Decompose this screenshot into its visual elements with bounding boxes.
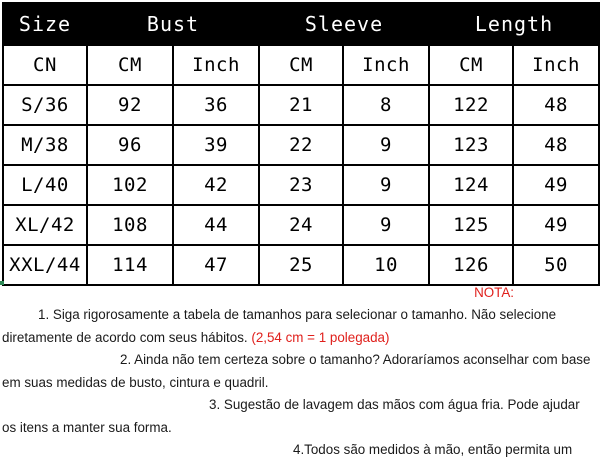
size-table	[2, 2, 600, 286]
table-cell: 92	[87, 85, 173, 125]
table-row	[3, 165, 599, 205]
table-cell: 124	[429, 165, 513, 205]
header-size: Size	[3, 3, 87, 45]
table-cell: 108	[87, 205, 173, 245]
table-subheader-row	[3, 45, 599, 85]
table-cell: 23	[259, 165, 343, 205]
table-cell: 48	[513, 125, 599, 165]
table-cell: 21	[259, 85, 343, 125]
note-3: 3. Sugestão de lavagem das mãos com água fria. Pode ajudar os itens a manter sua forma.	[2, 397, 580, 435]
notes-section	[2, 282, 592, 457]
header-length: Length	[429, 3, 599, 45]
note-4: 4.Todos são medidos à mão, então permita um	[293, 442, 573, 457]
table-row	[3, 245, 599, 285]
table-cell: 36	[173, 85, 259, 125]
header-sleeve: Sleeve	[259, 3, 429, 45]
table-cell: 9	[343, 125, 429, 165]
table-cell: XL/42	[3, 205, 87, 245]
table-cell: 25	[259, 245, 343, 285]
subheader-cell: CM	[87, 45, 173, 85]
table-cell: 22	[259, 125, 343, 165]
table-cell: 9	[343, 165, 429, 205]
table-cell: 24	[259, 205, 343, 245]
table-cell: 44	[173, 205, 259, 245]
table-cell: 50	[513, 245, 599, 285]
table-row	[3, 205, 599, 245]
table-cell: 9	[343, 205, 429, 245]
table-cell: 10	[343, 245, 429, 285]
table-cell: 48	[513, 85, 599, 125]
subheader-cell: Inch	[173, 45, 259, 85]
table-cell: L/40	[3, 165, 87, 205]
table-cell: 96	[87, 125, 173, 165]
table-cell: 126	[429, 245, 513, 285]
table-header-row	[3, 3, 599, 45]
notes-title: NOTA:	[474, 285, 514, 300]
table-cell: 39	[173, 125, 259, 165]
table-cell: 49	[513, 165, 599, 205]
table-cell: 122	[429, 85, 513, 125]
table-cell: XXL/44	[3, 245, 87, 285]
table-cell: 102	[87, 165, 173, 205]
subheader-cell: CM	[259, 45, 343, 85]
table-cell: 49	[513, 205, 599, 245]
table-cell: 123	[429, 125, 513, 165]
note-1	[2, 304, 592, 349]
subheader-cell: CN	[3, 45, 87, 85]
table-cell: 114	[87, 245, 173, 285]
subheader-cell: Inch	[343, 45, 429, 85]
note-2: 2. Ainda não tem certeza sobre o tamanho? Adoraríamos aconselhar com base em suas medidas de busto, cintura e quadril.	[2, 352, 591, 390]
note-1-conversion: (2,54 cm = 1 polegada)	[251, 329, 390, 345]
table-row	[3, 85, 599, 125]
header-bust: Bust	[87, 3, 259, 45]
table-cell: 47	[173, 245, 259, 285]
table-cell: M/38	[3, 125, 87, 165]
table-row	[3, 125, 599, 165]
note-1-text: 1. Siga rigorosamente a tabela de tamanhos para selecionar o tamanho. Não selecione diretamente de acordo com seus hábitos.	[2, 307, 557, 345]
table-cell: 8	[343, 85, 429, 125]
subheader-cell: Inch	[513, 45, 599, 85]
subheader-cell: CM	[429, 45, 513, 85]
table-cell: 42	[173, 165, 259, 205]
table-cell: S/36	[3, 85, 87, 125]
table-cell: 125	[429, 205, 513, 245]
